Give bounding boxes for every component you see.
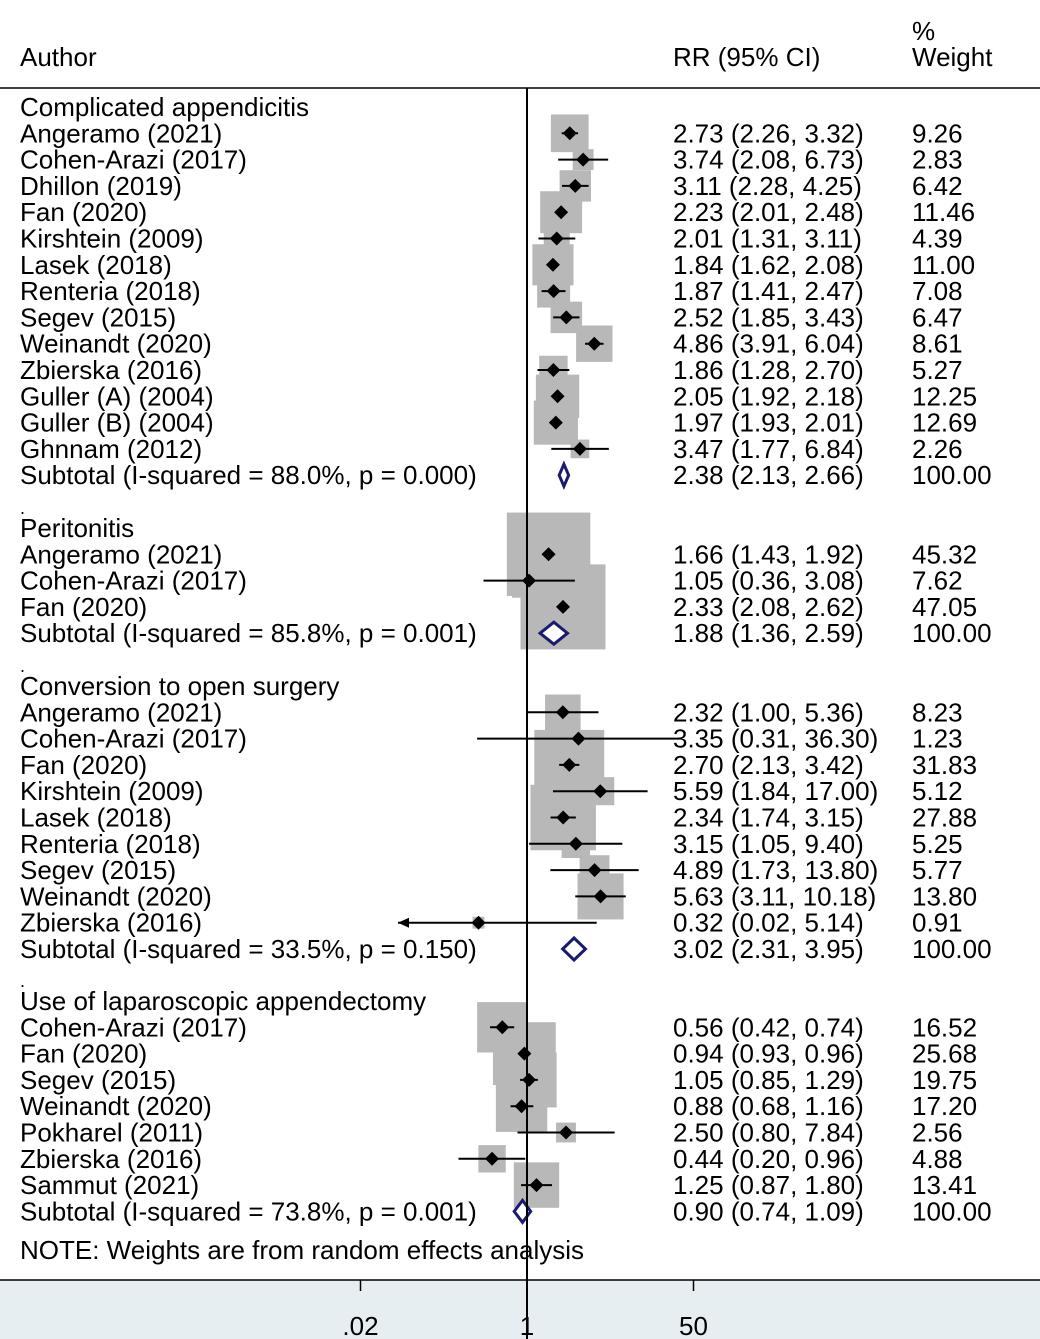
x-tick-label-2: 1 <box>519 1311 535 1339</box>
header-weight-percent: % <box>912 16 936 46</box>
group-1-study-7-author: Renteria (2018) <box>20 276 201 307</box>
group-3-study-5-author: Lasek (2018) <box>20 802 172 833</box>
group-3-study-8-weight: 13.80 <box>912 881 978 912</box>
group-1-subtotal-rr: 2.38 (2.13, 2.66) <box>673 460 864 491</box>
group-3-study-6-author: Renteria (2018) <box>20 828 201 859</box>
group-3-study-2-rr: 3.35 (0.31, 36.30) <box>673 723 879 754</box>
group-1-study-8-weight: 6.47 <box>912 302 963 333</box>
group-4-study-5-rr: 2.50 (0.80, 7.84) <box>673 1117 864 1148</box>
group-1-study-10-weight: 5.27 <box>912 355 963 385</box>
group-2-study-2-author: Cohen-Arazi (2017) <box>20 565 247 596</box>
group-1-study-9-author: Weinandt (2020) <box>20 328 212 359</box>
group-3-study-9-rr: 0.32 (0.02, 5.14) <box>673 907 864 938</box>
group-2-subtotal-weight: 100.00 <box>912 618 992 649</box>
group-4-study-1-author: Cohen-Arazi (2017) <box>20 1012 247 1043</box>
group-3-study-6-rr: 3.15 (1.05, 9.40) <box>673 828 864 859</box>
group-3-study-1-rr: 2.32 (1.00, 5.36) <box>673 697 864 728</box>
group-3-study-1-weight: 8.23 <box>912 697 963 728</box>
group-1-study-5-author: Kirshtein (2009) <box>20 223 204 254</box>
group-4-study-1-weight: 16.52 <box>912 1012 978 1043</box>
group-4-subtotal-weight: 100.00 <box>912 1196 992 1227</box>
group-1-study-2-author: Cohen-Arazi (2017) <box>20 144 247 175</box>
group-3-study-6-weight: 5.25 <box>912 828 963 859</box>
group-2-study-1-rr: 1.66 (1.43, 1.92) <box>673 539 864 570</box>
group-3-study-9-weight: 0.91 <box>912 907 963 938</box>
x-tick-label-1: .02 <box>342 1311 379 1339</box>
group-1-study-10-rr: 1.86 (1.28, 2.70) <box>673 355 864 385</box>
group-2-study-2-rr: 1.05 (0.36, 3.08) <box>673 565 864 596</box>
group-3-study-8-author: Weinandt (2020) <box>20 881 212 912</box>
group-1-study-13-author: Ghnnam (2012) <box>20 433 203 464</box>
group-3-study-2-author: Cohen-Arazi (2017) <box>20 723 247 754</box>
group-1-title: Complicated appendicitis <box>20 92 310 122</box>
group-2-subtotal-label: Subtotal (I-squared = 85.8%, p = 0.001) <box>20 618 477 649</box>
group-3-subtotal-weight: 100.00 <box>912 934 992 964</box>
group-4-study-3-author: Segev (2015) <box>20 1064 177 1095</box>
group-3-study-2-weight: 1.23 <box>912 723 963 754</box>
group-2-study-2-weight: 7.62 <box>912 565 963 596</box>
group-4-study-5-weight: 2.56 <box>912 1117 963 1148</box>
group-3-study-4-weight: 5.12 <box>912 776 963 807</box>
group-1-study-1-weight: 9.26 <box>912 118 963 149</box>
group-4-study-6-author: Zbierska (2016) <box>20 1143 203 1174</box>
group-1-subtotal-diamond <box>559 464 568 486</box>
group-1-study-2-rr: 3.74 (2.08, 6.73) <box>673 144 864 175</box>
group-2-study-3-weight: 47.05 <box>912 591 978 622</box>
group-1-study-12-rr: 1.97 (1.93, 2.01) <box>673 407 864 438</box>
group-1-study-3-rr: 3.11 (2.28, 4.25) <box>673 170 862 201</box>
group-1-subtotal-label: Subtotal (I-squared = 88.0%, p = 0.000) <box>20 460 477 491</box>
group-1-study-5-rr: 2.01 (1.31, 3.11) <box>673 223 862 254</box>
group-3-study-8-rr: 5.63 (3.11, 10.18) <box>673 881 877 912</box>
group-3-study-7-rr: 4.89 (1.73, 13.80) <box>673 855 879 886</box>
group-3-study-7-author: Segev (2015) <box>20 855 177 886</box>
group-3-subtotal-rr: 3.02 (2.31, 3.95) <box>673 934 864 964</box>
group-3-study-4-rr: 5.59 (1.84, 17.00) <box>673 776 879 807</box>
group-1-study-4-rr: 2.23 (2.01, 2.48) <box>673 197 864 228</box>
group-4-title: Use of laparoscopic appendectomy <box>20 986 427 1016</box>
group-4-study-4-weight: 17.20 <box>912 1091 978 1122</box>
group-1-study-11-author: Guller (A) (2004) <box>20 381 214 412</box>
group-4-study-4-author: Weinandt (2020) <box>20 1091 212 1122</box>
group-2-study-3-author: Fan (2020) <box>20 591 148 622</box>
group-2-study-3-rr: 2.33 (2.08, 2.62) <box>673 591 864 622</box>
group-1-study-9-weight: 8.61 <box>912 328 963 359</box>
group-4-study-3-rr: 1.05 (0.85, 1.29) <box>673 1064 864 1095</box>
group-1-study-3-author: Dhillon (2019) <box>20 170 182 201</box>
group-1-study-6-rr: 1.84 (1.62, 2.08) <box>673 249 864 280</box>
group-1-study-1-author: Angeramo (2021) <box>20 118 223 149</box>
group-3-subtotal-label: Subtotal (I-squared = 33.5%, p = 0.150) <box>20 934 477 964</box>
group-1-study-10-author: Zbierska (2016) <box>20 355 203 385</box>
group-1-study-5-weight: 4.39 <box>912 223 963 254</box>
group-4-study-6-rr: 0.44 (0.20, 0.96) <box>673 1143 864 1174</box>
header-rr: RR (95% CI) <box>673 42 821 72</box>
group-1-study-8-rr: 2.52 (1.85, 3.43) <box>673 302 864 333</box>
group-4-study-3-weight: 19.75 <box>912 1064 978 1095</box>
group-3-subtotal-diamond <box>563 938 586 960</box>
group-1-study-11-rr: 2.05 (1.92, 2.18) <box>673 381 864 412</box>
group-1-subtotal-weight: 100.00 <box>912 460 992 491</box>
group-2-study-1-weight: 45.32 <box>912 539 978 570</box>
group-1-study-9-rr: 4.86 (3.91, 6.04) <box>673 328 864 359</box>
group-4-study-2-author: Fan (2020) <box>20 1038 148 1069</box>
group-4-study-7-author: Sammut (2021) <box>20 1170 200 1201</box>
group-4-study-1-rr: 0.56 (0.42, 0.74) <box>673 1012 864 1043</box>
group-2-title: Peritonitis <box>20 513 135 543</box>
group-1-study-8-author: Segev (2015) <box>20 302 177 333</box>
group-1-study-3-weight: 6.42 <box>912 170 963 201</box>
group-1-study-1-rr: 2.73 (2.26, 3.32) <box>673 118 864 149</box>
header-weight: Weight <box>912 42 993 72</box>
group-1-study-4-weight: 11.46 <box>912 197 976 228</box>
group-1-study-6-author: Lasek (2018) <box>20 249 172 280</box>
group-1-study-13-weight: 2.26 <box>912 433 963 464</box>
group-1-study-7-rr: 1.87 (1.41, 2.47) <box>673 276 864 307</box>
group-1-study-7-weight: 7.08 <box>912 276 963 307</box>
header-author: Author <box>20 42 97 72</box>
group-2-subtotal-rr: 1.88 (1.36, 2.59) <box>673 618 864 649</box>
note-text: NOTE: Weights are from random effects analysis <box>20 1235 585 1265</box>
group-3-study-5-rr: 2.34 (1.74, 3.15) <box>673 802 864 833</box>
group-4-subtotal-label: Subtotal (I-squared = 73.8%, p = 0.001) <box>20 1196 477 1227</box>
group-3-study-4-author: Kirshtein (2009) <box>20 776 204 807</box>
group-4-study-5-author: Pokharel (2011) <box>20 1117 204 1148</box>
group-3-study-9-ci-arrow <box>398 918 409 928</box>
group-1-study-11-weight: 12.25 <box>912 381 978 412</box>
group-4-study-2-rr: 0.94 (0.93, 0.96) <box>673 1038 864 1069</box>
group-1-study-12-author: Guller (B) (2004) <box>20 407 214 438</box>
group-1-study-4-author: Fan (2020) <box>20 197 148 228</box>
group-4-study-7-weight: 13.41 <box>912 1170 978 1201</box>
group-2-study-1-author: Angeramo (2021) <box>20 539 223 570</box>
box-layer <box>473 114 624 1207</box>
group-3-study-1-author: Angeramo (2021) <box>20 697 223 728</box>
group-3-study-9-author: Zbierska (2016) <box>20 907 203 938</box>
group-4-study-4-rr: 0.88 (0.68, 1.16) <box>673 1091 864 1122</box>
group-2-spacer-dot: . <box>20 498 26 518</box>
group-1-study-12-weight: 12.69 <box>912 407 978 438</box>
group-3-study-5-weight: 27.88 <box>912 802 978 833</box>
group-1-study-13-rr: 3.47 (1.77, 6.84) <box>673 433 864 464</box>
group-1-study-6-weight: 11.00 <box>912 249 976 280</box>
group-3-study-3-rr: 2.70 (2.13, 3.42) <box>673 749 864 780</box>
group-3-study-3-weight: 31.83 <box>912 749 978 780</box>
group-4-study-7-rr: 1.25 (0.87, 1.80) <box>673 1170 864 1201</box>
x-tick-label-3: 50 <box>679 1311 708 1339</box>
group-3-study-3-author: Fan (2020) <box>20 749 148 780</box>
group-3-title: Conversion to open surgery <box>20 671 340 701</box>
group-4-study-2-weight: 25.68 <box>912 1038 978 1069</box>
group-4-subtotal-rr: 0.90 (0.74, 1.09) <box>673 1196 864 1227</box>
group-4-study-6-weight: 4.88 <box>912 1143 963 1174</box>
group-4-spacer-dot: . <box>20 971 26 991</box>
group-3-spacer-dot: . <box>20 656 26 676</box>
group-3-study-7-weight: 5.77 <box>912 855 963 886</box>
group-1-study-2-weight: 2.83 <box>912 144 963 175</box>
